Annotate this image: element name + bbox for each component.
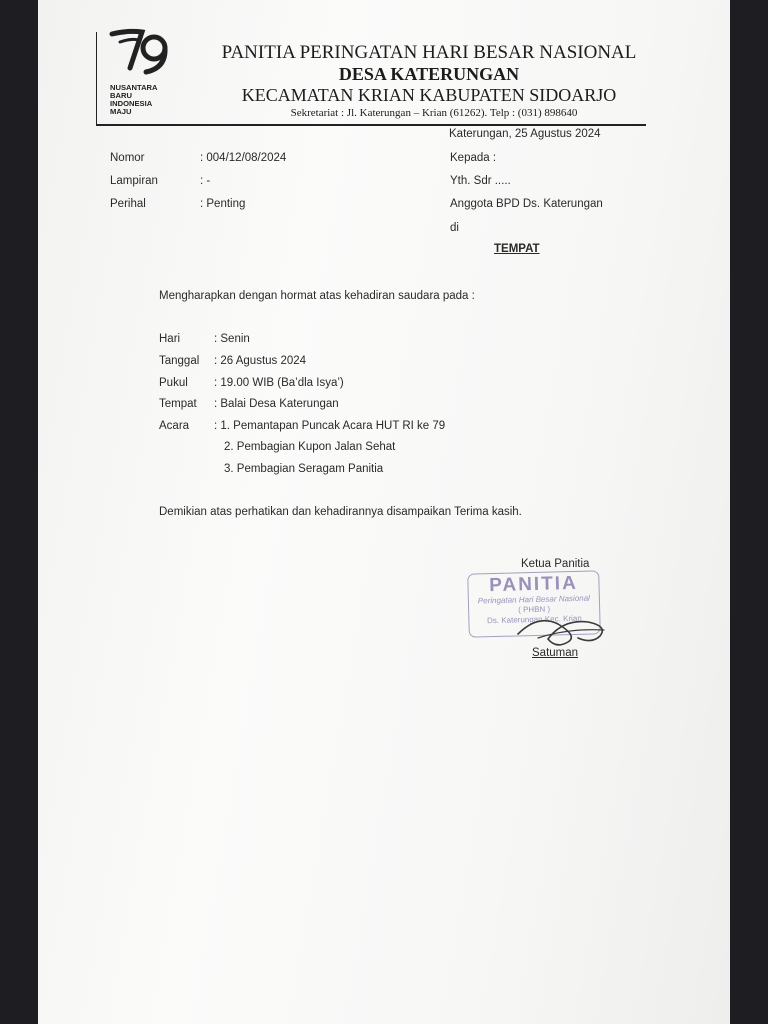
- detail-value-tempat: : Balai Desa Katerungan: [214, 398, 339, 410]
- opening-sentence: Mengharapkan dengan hormat atas kehadiran saudara pada :: [159, 290, 475, 302]
- letterhead-divider: [96, 124, 646, 126]
- meta-label-lampiran: Lampiran: [110, 175, 158, 187]
- logo-text-1: NUSANTARA: [110, 83, 158, 92]
- detail-value-pukul: : 19.00 WIB (Ba’dla Isya’): [214, 377, 344, 389]
- detail-value-hari: : Senin: [214, 333, 250, 345]
- recipient-position: Anggota BPD Ds. Katerungan: [450, 198, 603, 210]
- letterhead-district: KECAMATAN KRIAN KABUPATEN SIDOARJO: [241, 85, 617, 105]
- recipient-di: di: [450, 222, 459, 234]
- detail-label-acara: Acara: [159, 420, 190, 432]
- stamp-line-3: ( PHBN ): [518, 604, 551, 615]
- detail-label-tempat: Tempat: [159, 398, 197, 410]
- stamp-line-2: Peringatan Hari Besar Nasional: [477, 593, 591, 606]
- signatory-title: Ketua Panitia: [521, 558, 590, 570]
- letterhead-address: Sekretariat : Jl. Katerungan – Krian (61262). Telp : (031) 898640: [290, 107, 578, 119]
- meta-label-nomor: Nomor: [110, 152, 145, 164]
- letter-paper: [38, 0, 730, 1024]
- detail-label-tanggal: Tanggal: [159, 355, 200, 367]
- detail-label-hari: Hari: [159, 333, 181, 345]
- stamp-line-4: Ds. Katerungan Kec. Krian: [486, 613, 582, 626]
- logo-text-4: MAJU: [110, 107, 132, 116]
- detail-value-tanggal: : 26 Agustus 2024: [214, 355, 307, 367]
- place-date: Katerungan, 25 Agustus 2024: [449, 128, 601, 140]
- meta-value-lampiran: : -: [200, 175, 211, 187]
- logo-text-2: BARU: [110, 91, 132, 100]
- detail-label-pukul: Pukul: [159, 377, 188, 389]
- meta-value-perihal: : Penting: [200, 198, 246, 210]
- handwritten-signature: [508, 594, 618, 654]
- closing-sentence: Demikian atas perhatikan dan kehadirannya disampaikan Terima kasih.: [159, 506, 522, 518]
- meta-value-nomor: : 004/12/08/2024: [200, 152, 287, 164]
- meta-label-perihal: Perihal: [110, 198, 146, 210]
- detail-value-acara: : 1. Pemantapan Puncak Acara HUT RI ke 79: [214, 420, 446, 432]
- recipient-kepada: Kepada :: [450, 152, 497, 164]
- agenda-item-2: 2. Pembagian Kupon Jalan Sehat: [224, 441, 396, 453]
- recipient-tempat: TEMPAT: [494, 243, 540, 255]
- stamp-title: PANITIA: [488, 572, 579, 597]
- letterhead-village: DESA KATERUNGAN: [338, 64, 520, 84]
- signatory-name: Satuman: [532, 647, 579, 659]
- letterhead-title: PANITIA PERINGATAN HARI BESAR NASIONAL: [221, 42, 637, 63]
- agenda-item-3: 3. Pembagian Seragam Panitia: [224, 463, 384, 475]
- recipient-name: Yth. Sdr .....: [450, 175, 511, 187]
- logo-text-3: INDONESIA: [110, 99, 153, 108]
